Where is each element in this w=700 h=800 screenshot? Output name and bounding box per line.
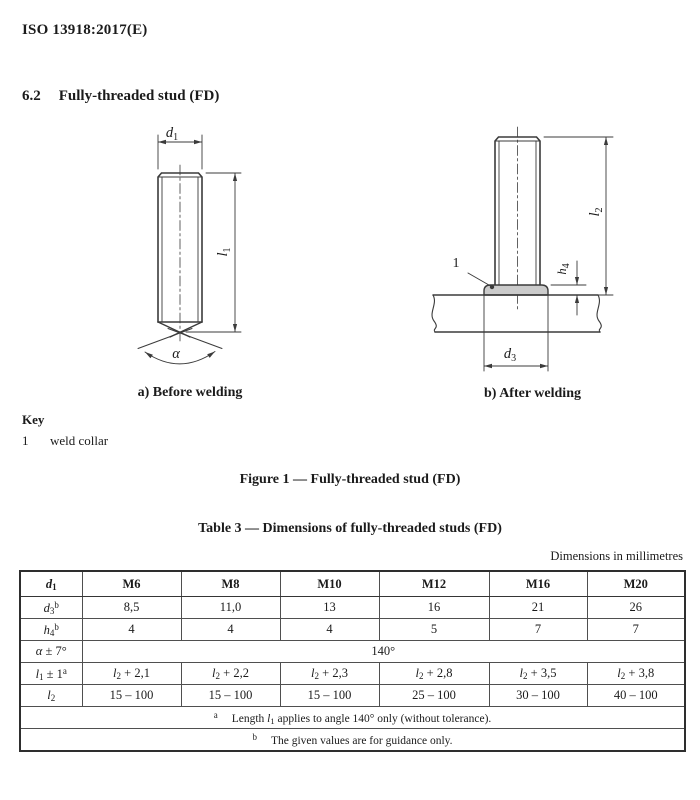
d1-arrow-right (194, 140, 202, 144)
table-cell: $l_2 + 2,3$ (280, 663, 379, 685)
subcaption-before-welding: a) Before welding (137, 385, 243, 400)
table-cell: 8,5 (82, 597, 181, 619)
d3-label: $d_3$ (503, 346, 517, 364)
table-row (20, 663, 685, 685)
before-welding-drawing (100, 115, 320, 387)
table-caption: Table 3 — Dimensions of fully-threaded studs (FD) (198, 521, 502, 536)
d3-arrow-right (540, 364, 548, 368)
table-cell: 16 (379, 597, 489, 619)
table-footnote-row (20, 707, 685, 729)
l2-label: $l_2$ (587, 207, 605, 217)
table-header-cell: M8 (181, 571, 280, 597)
table-cell: 7 (587, 619, 685, 641)
d1-label: $d_1$ (165, 125, 179, 143)
key-item-text: weld collar (50, 433, 109, 448)
plate-break-left (432, 295, 436, 332)
alpha-label: α (172, 346, 180, 362)
table-cell: 5 (379, 619, 489, 641)
table-header-cell: M10 (280, 571, 379, 597)
table-cell: $l_2 + 2,2$ (181, 663, 280, 685)
table-cell: 13 (280, 597, 379, 619)
table-cell: 11,0 (181, 597, 280, 619)
figure-caption: Figure 1 — Fully-threaded stud (FD) (239, 472, 461, 487)
subcaption-after-welding: b) After welding (484, 386, 581, 401)
l1-arrow-bottom (233, 324, 237, 332)
table-row-label: $l_2$ (20, 685, 82, 707)
table-header-cell: M20 (587, 571, 685, 597)
table-cell: 15 – 100 (82, 685, 181, 707)
angle-arrow-left (145, 352, 153, 358)
table-header-row (20, 571, 685, 597)
table-row-label: α ± 7° (20, 641, 82, 663)
callout-leader-dot (490, 285, 494, 289)
table-cell: 4 (280, 619, 379, 641)
table-corner-cell: $d_1$ (20, 571, 82, 597)
table-row-label: $l_1 \pm 1^a$ (20, 663, 82, 685)
table-cell: $l_2 + 3,8$ (587, 663, 685, 685)
table-footnote-row (20, 729, 685, 752)
table-cell: 15 – 100 (280, 685, 379, 707)
key-item (22, 433, 108, 449)
section-number: 6.2 (22, 88, 41, 104)
units-note: Dimensions in millimetres (550, 549, 683, 563)
table-cell: 7 (489, 619, 587, 641)
table-cell: $l_2 + 3,5$ (489, 663, 587, 685)
table-row-label: $d_3^b$ (20, 597, 82, 619)
table-cell: 140° (82, 641, 685, 663)
table-footnote: $^b$ The given values are for guidance only. (20, 729, 685, 752)
table-header-cell: M6 (82, 571, 181, 597)
l2-arrow-top (604, 137, 608, 145)
l2-arrow-bottom (604, 287, 608, 295)
h4-arrow-up (575, 295, 579, 303)
table-row-label: $h_4^b$ (20, 619, 82, 641)
after-welding-drawing (420, 113, 680, 385)
h4-label: $h_4$ (555, 263, 572, 275)
document-reference: ISO 13918:2017(E) (22, 22, 148, 38)
table-footnote: $^a$ Length $l_1$ applies to angle 140° only (without tolerance). (20, 707, 685, 729)
table-cell: $l_2 + 2,1$ (82, 663, 181, 685)
l1-label: $l_1$ (215, 247, 233, 257)
table-cell: 25 – 100 (379, 685, 489, 707)
dimensions-table (19, 570, 686, 752)
table-row (20, 597, 685, 619)
table-header-cell: M12 (379, 571, 489, 597)
section-heading (22, 88, 219, 105)
weld-collar-callout: 1 (452, 256, 460, 271)
table-cell: $l_2 + 2,8$ (379, 663, 489, 685)
table-row (20, 641, 685, 663)
table-row (20, 619, 685, 641)
l1-dimension-lines (186, 173, 241, 332)
table-cell: 15 – 100 (181, 685, 280, 707)
table-cell: 21 (489, 597, 587, 619)
d3-arrow-left (484, 364, 492, 368)
key-item-number: 1 (22, 433, 29, 448)
h4-arrow-down (575, 277, 579, 285)
l1-arrow-top (233, 173, 237, 181)
table-cell: 4 (82, 619, 181, 641)
angle-arrow-right (207, 352, 215, 358)
table-cell: 30 – 100 (489, 685, 587, 707)
table-cell: 26 (587, 597, 685, 619)
section-title: Fully-threaded stud (FD) (58, 88, 220, 104)
key-title: Key (22, 412, 45, 427)
callout-leader-line (468, 273, 492, 287)
table-cell: 40 – 100 (587, 685, 685, 707)
table-row (20, 685, 685, 707)
table-header-cell: M16 (489, 571, 587, 597)
table-cell: 4 (181, 619, 280, 641)
plate-break-right (597, 295, 601, 332)
